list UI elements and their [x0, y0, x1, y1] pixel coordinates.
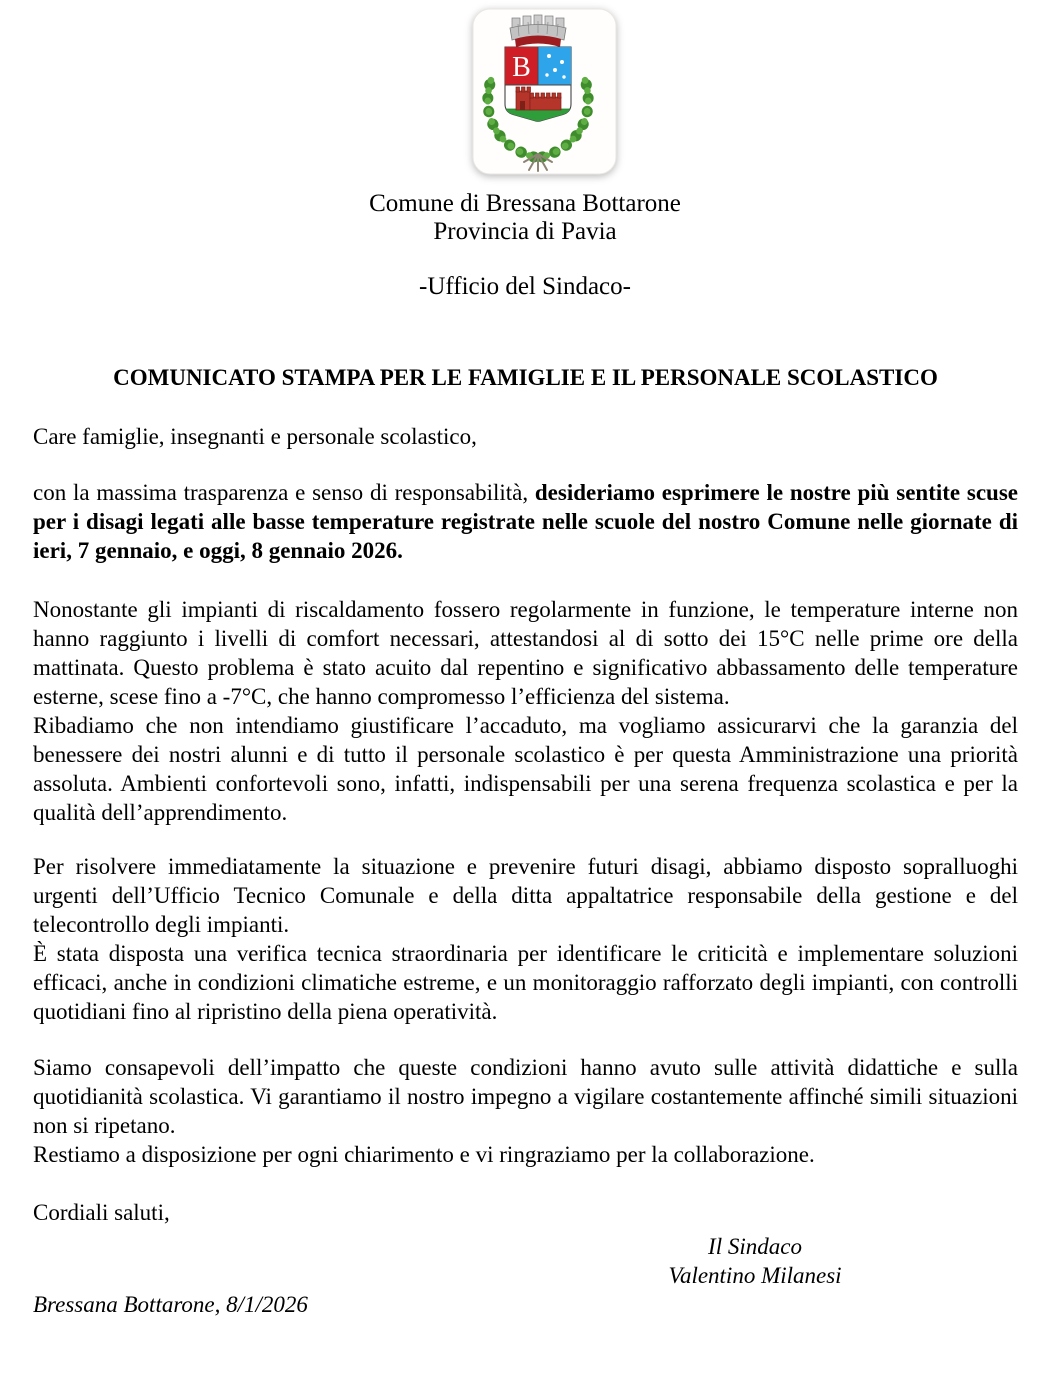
- municipality-name: Comune di Bressana Bottarone: [369, 190, 681, 217]
- paragraph-group-causes: [33, 595, 1018, 827]
- signature-role: Il Sindaco: [708, 1234, 802, 1259]
- paragraph-availability: Restiamo a disposizione per ogni chiarimento e vi ringraziamo per la collaborazione.: [33, 1142, 815, 1167]
- apology-bold-text: desideriamo esprimere le nostre più sentite scuse per i disagi legati alle basse temperature registrate nelle scuole del nostro Comune nelle giornate di ieri, 7 gennaio, e oggi, 8 gennaio 2026.: [33, 480, 1018, 563]
- paragraph-apology: [33, 478, 1018, 565]
- paragraph-causes: Nonostante gli impianti di riscaldamento fossero regolarmente in funzione, le temperature interne non hanno raggiunto i livelli di comfort necessari, attestandosi al di sotto dei 15°C nelle prime ore della mattinata. Questo problema è stato acuito dal repentino e significativo abbassamento delle temperature esterne, scese fino a -7°C, che hanno compromesso l’efficienza del sistema.: [33, 597, 1018, 709]
- office-line: -Ufficio del Sindaco-: [419, 273, 631, 300]
- document-title: COMUNICATO STAMPA PER LE FAMIGLIE E IL PERSONALE SCOLASTICO: [113, 365, 938, 390]
- document-header: [0, 190, 1050, 246]
- paragraph-group-awareness: [33, 1053, 1018, 1169]
- signature-name: Valentino Milanesi: [668, 1263, 842, 1288]
- signature-block: [555, 1232, 955, 1290]
- paragraph-group-actions: [33, 852, 1018, 1026]
- coat-of-arms-image: [472, 8, 617, 175]
- paragraph-verification: È stata disposta una verifica tecnica straordinaria per identificare le criticità e implementare soluzioni efficaci, anche in condizioni climatiche estreme, e un monitoraggio rafforzato degli impianti, con controlli quotidiani fino al ripristino della piena operatività.: [33, 941, 1018, 1024]
- document-body: [0, 363, 1050, 1319]
- mural-crown-icon: [510, 15, 566, 47]
- place-date-line: Bressana Bottarone, 8/1/2026: [33, 1292, 308, 1317]
- paragraph-awareness: Siamo consapevoli dell’impatto che queste condizioni hanno avuto sulle attività didattiche e sulla quotidianità scolastica. Vi garantiamo il nostro impegno a vigilare costantemente affinché simili situazioni non si ripetano.: [33, 1055, 1018, 1138]
- salutation: Care famiglie, insegnanti e personale scolastico,: [33, 424, 477, 449]
- shield-letter: B: [511, 52, 531, 83]
- municipal-coat-of-arms: [472, 8, 617, 175]
- paragraph-reassurance: Ribadiamo che non intendiamo giustificare l’accaduto, ma vogliamo assicurarvi che la garanzia del benessere dei nostri alunni e di tutto il personale scolastico è per questa Amministrazione una priorità assoluta. Ambienti confortevoli sono, infatti, indispensabili per una serena frequenza scolastica e per la qualità dell’apprendimento.: [33, 713, 1018, 825]
- shield: [505, 47, 571, 121]
- closing-line: Cordiali saluti,: [33, 1200, 170, 1225]
- apology-intro-text: con la massima trasparenza e senso di responsabilità,: [33, 480, 535, 505]
- province-name: Provincia di Pavia: [433, 218, 617, 245]
- paragraph-actions: Per risolvere immediatamente la situazione e prevenire futuri disagi, abbiamo disposto sopralluoghi urgenti dell’Ufficio Tecnico Comunale e della ditta appaltatrice responsabile della gestione e del telecontrollo degli impianti.: [33, 854, 1018, 937]
